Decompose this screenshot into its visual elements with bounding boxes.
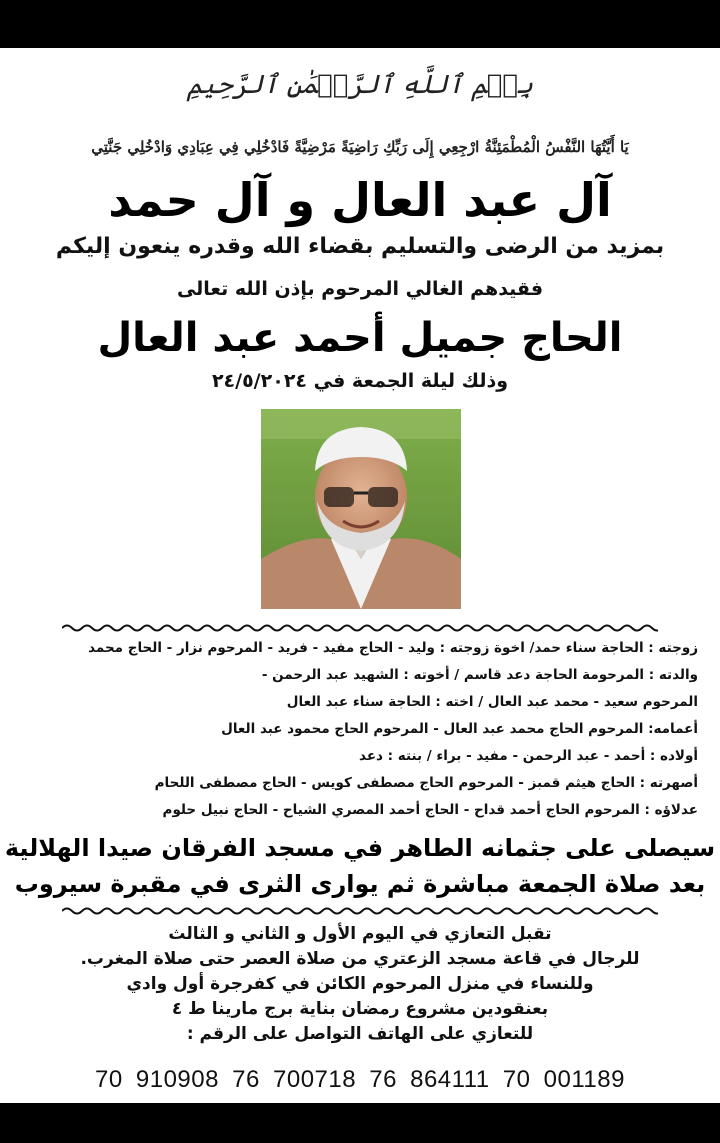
divider-wave-bottom	[62, 906, 658, 916]
relatives-line-brothers-in-law: عدلاؤه : المرحوم الحاج أحمد قداح - الحاج أحمد المصري الشياح - الحاج نبيل حلوم	[162, 802, 698, 818]
phone-numbers: 70 910908 76 700718 76 864111 70 001189	[95, 1066, 625, 1093]
condolences-men: للرجال في قاعة مسجد الزعتري من صلاة العصر حتى صلاة المغرب.	[80, 949, 640, 969]
basmala-calligraphy: بِسۡمِ ٱللَّهِ ٱلرَّحۡمَٰنِ ٱلرَّحِيمِ	[186, 70, 534, 100]
relatives-line-children: أولاده : أحمد - عبد الرحمن - مفيد - براء / بنته : دعد	[359, 748, 698, 764]
announcement-line-2: فقيدهم الغالي المرحوم بإذن الله تعالى	[176, 278, 544, 300]
deceased-name: الحاج جميل أحمد عبد العال	[97, 315, 623, 361]
condolences-phone-label: للتعازي على الهاتف التواصل على الرقم :	[186, 1024, 534, 1044]
funeral-prayer-line-1: سيصلى على جثمانه الطاهر في مسجد الفرقان صيدا الهلالية	[4, 834, 716, 862]
relatives-line-uncles: أعمامه: المرحوم الحاج محمد عبد العال - المرحوم الحاج محمود عبد العال	[221, 721, 698, 737]
quran-verse: يَا أَيَّتُهَا النَّفْسُ الْمُطْمَئِنَّةُ ارْجِعِي إِلَى رَبِّكِ رَاضِيَةً مَرْضِيَّةً فَادْخُلِي فِي عِبَادِي وَادْخُلِي جَنَّتِي	[91, 138, 629, 156]
condolences-address: بعنقودين مشروع رمضان بناية برج مارينا ط ٤	[171, 999, 549, 1019]
divider-wave-top	[62, 623, 658, 633]
condolences-days: تقبل التعازي في اليوم الأول و الثاني و الثالث	[168, 924, 552, 944]
funeral-prayer-line-2: بعد صلاة الجمعة مباشرة ثم يوارى الثرى في مقبرة سيروب	[14, 870, 706, 898]
relatives-line-siblings: المرحوم سعيد - محمد عبد العال / اخته : الحاجة سناء عبد العال	[286, 694, 698, 710]
death-date: وذلك ليلة الجمعة في ٢٤/٥/٢٠٢٤	[211, 370, 509, 392]
relatives-line-in-laws: أصهرته : الحاج هيثم قمبز - المرحوم الحاج مصطفى كويس - الحاج مصطفى اللحام	[154, 775, 698, 791]
family-names-heading: آل عبد العال و آل حمد	[108, 173, 612, 227]
relatives-line-wife: زوجته : الحاجة سناء حمد/ اخوة زوجته : وليد - الحاج مفيد - فريد - المرحوم نزار - الحاج محمد	[88, 640, 698, 656]
obituary-notice	[0, 48, 720, 1103]
relatives-line-mother: والدته : المرحومة الحاجة دعد قاسم / أخوته : الشهيد عبد الرحمن -	[261, 667, 698, 683]
condolences-women: وللنساء في منزل المرحوم الكائن في كفرجرة أول وادي	[126, 974, 594, 994]
announcement-line-1: بمزيد من الرضى والتسليم بقضاء الله وقدره ينعون إليكم	[55, 234, 665, 259]
deceased-portrait-photo	[261, 409, 461, 609]
